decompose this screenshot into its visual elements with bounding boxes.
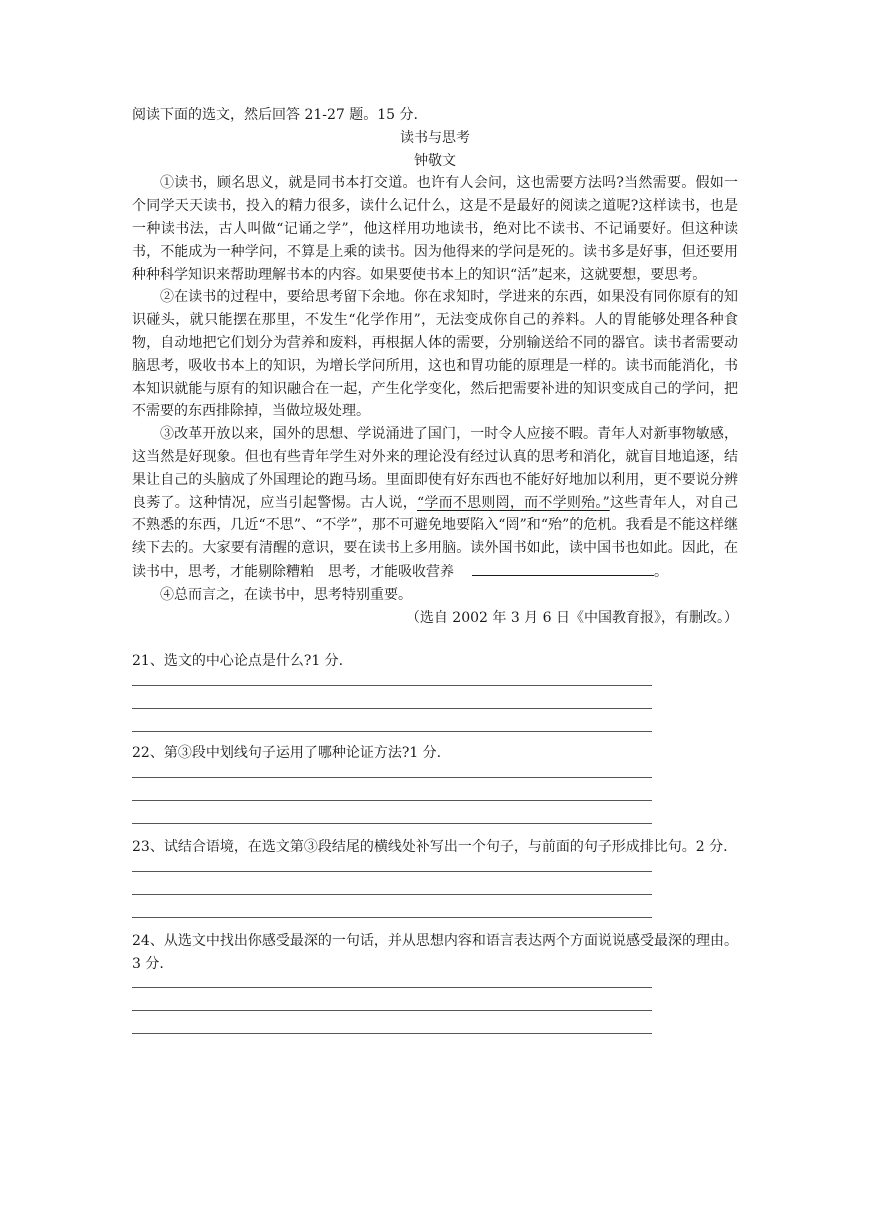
question-21 — [132, 650, 738, 732]
article-author: 钟敬文 — [414, 152, 456, 169]
answer-line — [132, 731, 652, 732]
article-title: 读书与思考 — [400, 129, 470, 146]
question-24 — [132, 930, 738, 1035]
fill-in-blank — [472, 560, 654, 576]
answer-line — [132, 1010, 652, 1011]
answer-line — [132, 800, 652, 801]
answer-line — [132, 894, 652, 895]
paragraph-3-period: 。 — [654, 563, 668, 580]
paragraph-3-text-end: 这些青年人，对自己不熟悉的东西，几近“不思”、“不学”，那不可避免地要陷入“罔”和“殆”的危机。我看是不能这样继续下去的。大家要有清醒的意识，要在读书上多用脑。读外国书如此，读中国书也如此。因此，在读书中，思考，才能剔除糟粕 思考，才能吸收营养 — [132, 494, 738, 580]
question-24-text: 24、从选文中找出你感受最深的一句话，并从思想内容和语言表达两个方面说说感受最深的理由。3 分. — [132, 932, 738, 972]
article-source: （选自 2002 年 3 月 6 日《中国教育报》，有删改。） — [405, 609, 738, 626]
paragraph-4: ④总而言之，在读书中，思考特别重要。 — [160, 586, 412, 603]
paragraph-3-text-start: ③改革开放以来，国外的思想、学说涌进了国门，一时令人应接不暇。青年人对新事物敏感，这当然是好现象。但也有些青年学生对外来的理论没有经过认真的思考和消化，就盲目地追逐，结果让自己的头脑成了外国理论的跑马场。里面即使有好东西也不能好好地加以利用，更不要说分辨良莠了。这种情况，应当引起警惕。古人说， — [132, 426, 738, 511]
document-page — [132, 104, 738, 1034]
answer-lines-23 — [132, 859, 738, 918]
question-23 — [132, 836, 738, 918]
answer-line — [132, 871, 652, 872]
paragraph-1: ①读书，顾名思义，就是同书本打交道。也许有人会问，这也需要方法吗?当然需要。假如一个同学天天读书，投入的精力很多，读什么记什么，这是不是最好的阅读之道呢?这样读书，也是一种读书法，古人叫做“记诵之学”，他这样用功地读书，绝对比不读书、不记诵要好。但这种读书，不能成为一种学问，不算是上乘的读书。因为他得来的学问是死的。读书多是好事，但还要用种种科学知识来帮助理解书本的内容。如果要使书本上的知识“活”起来，这就要想，要思考。 — [132, 175, 738, 283]
answer-line — [132, 1033, 652, 1034]
answer-line — [132, 987, 652, 988]
spacer — [132, 629, 738, 650]
question-21-text: 21、选文的中心论点是什么?1 分. — [132, 653, 344, 670]
answer-line — [132, 823, 652, 824]
paragraph-2: ②在读书的过程中，要给思考留下余地。你在求知时，学进来的东西，如果没有同你原有的知识碰头，就只能摆在那里，不发生“化学作用”，无法变成你自己的养料。人的胃能够处理各种食物，自动地把它们划分为营养和废料，再根据人体的需要，分别输送给不同的器官。读书者需要动脑思考，吸收书本上的知识，为增长学问所用，这也和胃功能的原理是一样的。读书而能消化，书本知识就能与原有的知识融合在一起，产生化学变化，然后把需要补进的知识变成自己的学问，把不需要的东西排除掉，当做垃圾处理。 — [132, 289, 738, 420]
paragraph-3 — [132, 423, 738, 584]
question-22 — [132, 742, 738, 824]
answer-line — [132, 917, 652, 918]
answer-line — [132, 685, 652, 686]
underlined-quote: “学而不思则罔，而不学则殆。” — [416, 494, 610, 511]
answer-line — [132, 777, 652, 778]
answer-lines-24 — [132, 975, 738, 1034]
answer-lines-22 — [132, 765, 738, 824]
question-23-text: 23、试结合语境，在选文第③段结尾的横线处补写出一个句子，与前面的句子形成排比句。2 分. — [132, 838, 728, 855]
reading-instruction: 阅读下面的选文，然后回答 21-27 题。15 分. — [132, 107, 418, 123]
answer-lines-21 — [132, 673, 738, 732]
question-22-text: 22、第③段中划线句子运用了哪种论证方法?1 分. — [132, 745, 442, 762]
answer-line — [132, 708, 652, 709]
